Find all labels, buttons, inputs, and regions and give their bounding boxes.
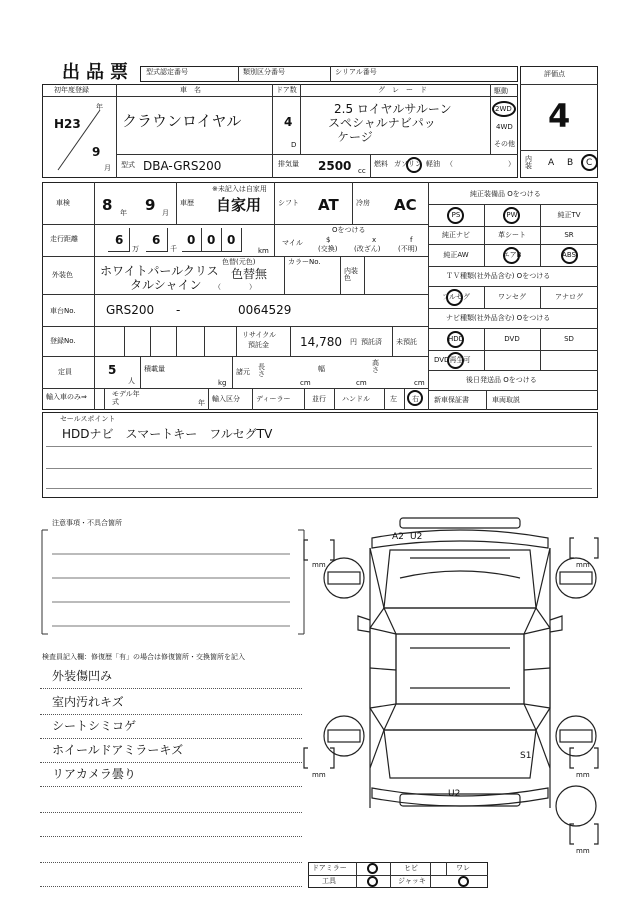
- dvd-play-circle: [447, 352, 464, 369]
- damage-s1: S1: [520, 751, 532, 761]
- inspector-item-3: シートシミコゲ: [52, 719, 137, 733]
- damage-u2-rear: U2: [448, 789, 461, 799]
- doors-label: ドア数: [276, 86, 297, 94]
- reg-month: 9: [92, 145, 101, 159]
- grade-line3: ケージ: [337, 130, 373, 144]
- fullseg-circle: [446, 289, 463, 306]
- grade-label: グ レ ー ド: [378, 86, 427, 94]
- inspection-year: 8: [102, 196, 113, 214]
- doors-value: 4: [284, 115, 293, 129]
- abs-circle: [561, 247, 578, 264]
- interior-c-circle: [581, 154, 598, 171]
- inspection-month: 9: [145, 196, 156, 214]
- score-value: 4: [548, 97, 571, 135]
- color-line1: ホワイトパールクリス: [100, 264, 219, 278]
- recycle-fee: 14,780: [300, 335, 342, 349]
- capacity-value: 5: [108, 363, 117, 377]
- notes-bracket: [38, 526, 308, 638]
- tv-title: ＴＶ種類(社外品含む) Oをつける: [446, 272, 551, 280]
- header-cert-row: [140, 66, 518, 82]
- aircon-value: AC: [394, 196, 417, 214]
- car-name: クラウンロイヤル: [122, 112, 242, 130]
- airbag-circle: [503, 247, 520, 264]
- damage-a2: A2: [392, 532, 404, 542]
- drive-2wd-circle: [492, 101, 516, 117]
- equip-title: 純正装備品 Oをつける: [470, 190, 541, 198]
- color-orig-value: 色替無: [231, 267, 268, 281]
- notes-label: 注意事項・不具合箇所: [52, 519, 122, 527]
- tools-mark: [367, 876, 378, 887]
- inspector-item-2: 室内汚れキズ: [52, 695, 124, 709]
- engine-value: 2500: [318, 159, 352, 173]
- later-title: 後日発送品 Oをつける: [466, 376, 537, 384]
- inspector-item-1: 外装傷凹み: [52, 669, 113, 683]
- pw-circle: [503, 207, 520, 224]
- inspector-item-5: リアカメラ曇り: [52, 767, 136, 781]
- reg-slash: [52, 106, 112, 174]
- car-name-label: 車 名: [180, 86, 201, 94]
- engine-label: 排気量: [278, 160, 299, 168]
- handle-right-circle: [407, 390, 423, 406]
- drive-label: 駆動: [494, 87, 508, 95]
- jack-mark: [458, 876, 469, 887]
- grade-line1: 2.5 ロイヤルサルーン: [334, 102, 452, 116]
- type-cert-label: 型式認定番号: [146, 68, 188, 76]
- serial-label: シリアル番号: [335, 68, 377, 76]
- car-model-type: DBA-GRS200: [143, 159, 222, 173]
- mirror-mark: [367, 863, 378, 874]
- chassis-model: GRS200: [106, 303, 155, 317]
- fuel-gasoline-circle: [406, 157, 422, 173]
- sales-point-box: [42, 412, 598, 498]
- hdd-circle: [447, 331, 464, 348]
- first-reg-label: 初年度登録: [54, 86, 89, 94]
- grade-line2: スペシャルナビパッ: [328, 116, 436, 130]
- class-no-label: 類別区分番号: [243, 68, 285, 76]
- navi-title: ナビ種類(社外品含む) Oをつける: [446, 314, 551, 322]
- chassis-number: 0064529: [238, 303, 292, 317]
- sales-point-text: HDDナビ スマートキー フルセグTV: [62, 427, 273, 441]
- history-value: 自家用: [216, 196, 262, 214]
- reg-era: H23: [54, 117, 81, 131]
- inspector-label: 検査員記入欄：修復歴「有」の場合は修復箇所・交換箇所を記入: [42, 653, 245, 661]
- ps-circle: [447, 207, 464, 224]
- shift-value: AT: [318, 196, 339, 214]
- form-title: 出品票: [62, 62, 134, 83]
- damage-u2-front: U2: [410, 532, 423, 542]
- color-line2: タルシャイン: [130, 278, 202, 292]
- fuel-gasoline: ガソリン: [394, 160, 422, 168]
- inspector-item-4: ホイールドアミラーキズ: [52, 743, 184, 757]
